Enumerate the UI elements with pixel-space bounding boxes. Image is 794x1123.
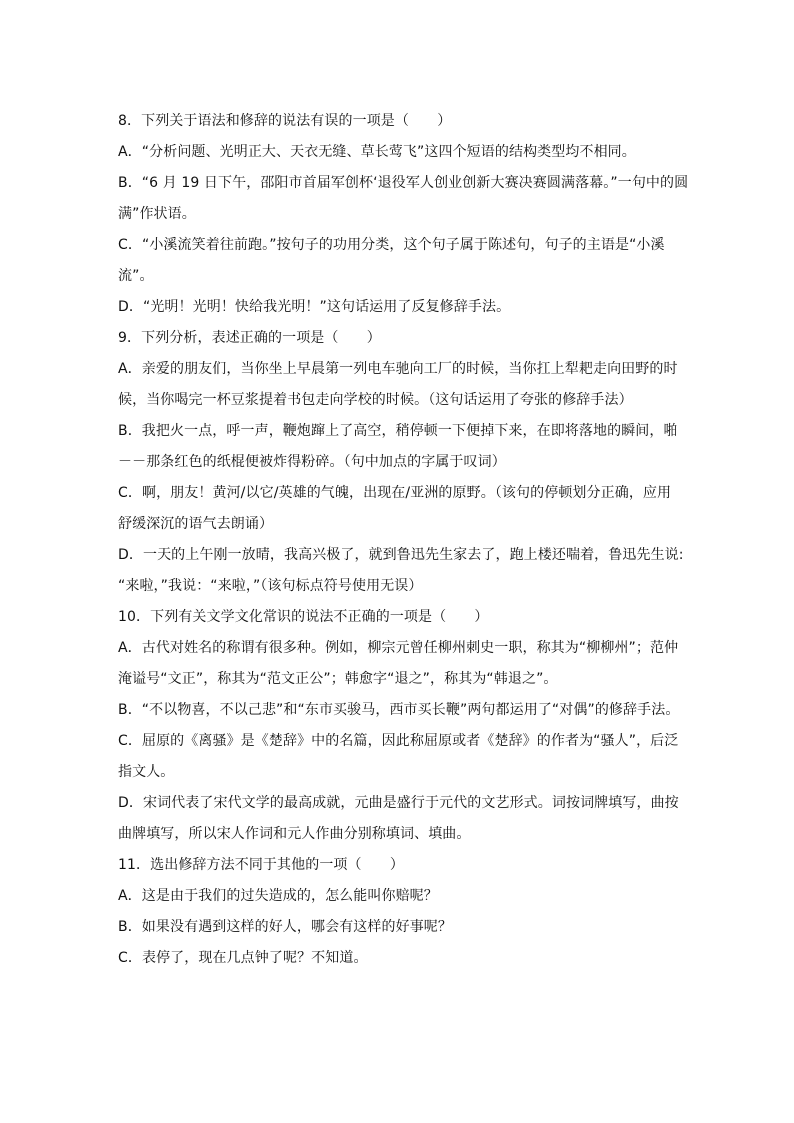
option-b-text: B．“6 月 19 日下午，邵阳市首届军创杯‘退役军人创业创新大赛决赛圆满落幕。”一句中的圆 xyxy=(118,175,689,191)
option-c-text: C．啊，朋友！黄河/以它/英雄的气魄，出现在/亚洲的原野。（该句的停顿划分正确，应用 xyxy=(118,485,672,501)
option-a-text: A．亲爱的朋友们，当你坐上早晨第一列电车驰向工厂的时候，当你扛上犁耙走向田野的时 xyxy=(118,361,678,377)
option-c-text: C．“小溪流笑着往前跑。”按句子的功用分类，这个句子属于陈述句，句子的主语是“小溪 xyxy=(118,237,665,253)
question-11 xyxy=(118,850,678,974)
option-a-text: A．这是由于我们的过失造成的，怎么能叫你赔呢？ xyxy=(118,888,438,904)
question-10 xyxy=(118,602,678,850)
option-a-continuation: 候，当你喝完一杯豆浆提着书包走向学校的时候。（这句话运用了夸张的修辞手法） xyxy=(118,392,633,408)
question-title: 10．下列有关文学文化常识的说法不正确的一项是（ ） xyxy=(118,609,489,625)
option-d-text: D．“光明！光明！快给我光明！”这句话运用了反复修辞手法。 xyxy=(118,299,511,315)
option-d-continuation: “来啦，”我说：“来啦，”（该句标点符号使用无误） xyxy=(118,578,423,594)
exam-content xyxy=(118,106,689,974)
option-a-text: A．古代对姓名的称谓有很多种。例如，柳宗元曾任柳州刺史一职，称其为“柳柳州”；范仲 xyxy=(118,640,679,656)
option-c-continuation: 舒缓深沉的语气去朗诵） xyxy=(118,516,274,532)
question-title: 9．下列分析，表述正确的一项是（ ） xyxy=(118,330,381,346)
option-c-continuation: 流”。 xyxy=(118,268,154,284)
question-9 xyxy=(118,323,684,602)
option-b-text: B．如果没有遇到这样的好人，哪会有这样的好事呢？ xyxy=(118,919,453,935)
option-d-text: D．一天的上午刚一放晴，我高兴极了，就到鲁迅先生家去了，跑上楼还喘着，鲁迅先生说: xyxy=(118,547,684,563)
question-8 xyxy=(118,106,689,323)
option-c-text: C．屈原的《离骚》是《楚辞》中的名篇，因此称屈原或者《楚辞》的作者为“骚人”，后泛 xyxy=(118,733,679,749)
option-d-text: D．宋词代表了宋代文学的最高成就，元曲是盛行于元代的文艺形式。词按词牌填写，曲按 xyxy=(118,795,679,811)
option-a-text: A．“分析问题、光明正大、天衣无缝、草长莺飞”这四个短语的结构类型均不相同。 xyxy=(118,144,636,160)
option-a-continuation: 淹谥号“文正”，称其为“范文正公”；韩愈字“退之”，称其为“韩退之”。 xyxy=(118,671,558,687)
option-c-text: C．表停了，现在几点钟了呢？不知道。 xyxy=(118,950,368,966)
option-b-text: B．“不以物喜，不以己悲”和“东市买骏马，西市买长鞭”两句都运用了“对偶”的修辞手法。 xyxy=(118,702,680,718)
question-title: 11．选出修辞方法不同于其他的一项（ ） xyxy=(118,857,404,873)
option-c-continuation: 指文人。 xyxy=(118,764,175,780)
question-title: 8．下列关于语法和修辞的说法有误的一项是（ ） xyxy=(118,113,452,129)
option-b-text: B．我把火一点，呼一声，鞭炮蹿上了高空，稍停顿一下便掉下来，在即将落地的瞬间，啪 xyxy=(118,423,678,439)
option-d-continuation: 曲牌填写，所以宋人作词和元人作曲分别称填词、填曲。 xyxy=(118,826,471,842)
option-b-continuation: －－那条红色的纸棍便被炸得粉碎。（句中加点的字属于叹词） xyxy=(118,454,506,470)
option-b-continuation: 满”作状语。 xyxy=(118,206,196,222)
